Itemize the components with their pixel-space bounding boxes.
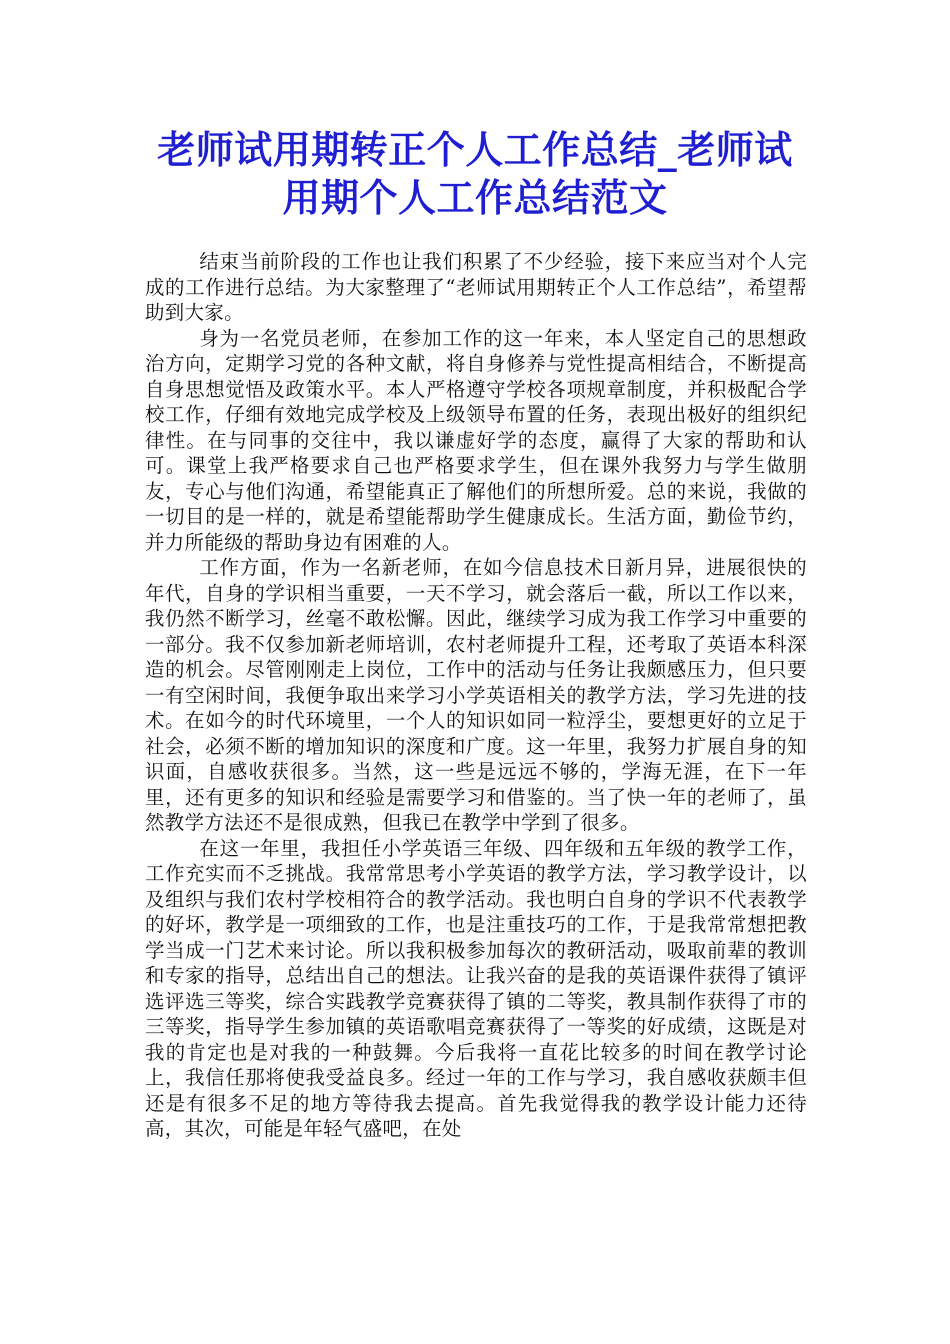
paragraph-2: 身为一名党员老师，在参加工作的这一年来，本人坚定自己的思想政治方向，定期学习党的各种文献，将自身修养与党性提高相结合，不断提高自身思想觉悟及政策水平。本人严格遵守学校各项规章制度，并积极配合学校工作，仔细有效地完成学校及上级领导布置的任务，表现出极好的组织纪律性。在与同事的交往中，我以谦虚好学的态度，赢得了大家的帮助和认可。课堂上我严格要求自己也严格要求学生，但在课外我努力与学生做朋友，专心与他们沟通，希望能真正了解他们的所想所爱。总的来说，我做的一切目的是一样的，就是希望能帮助学生健康成长。生活方面，勤俭节约，并力所能级的帮助身边有困难的人。: [145, 326, 807, 554]
paragraph-1: 结束当前阶段的工作也让我们积累了不少经验，接下来应当对个人完成的工作进行总结。为大家整理了“老师试用期转正个人工作总结”，希望帮助到大家。: [145, 250, 807, 324]
document-title: 老师试用期转正个人工作总结_老师试用期个人工作总结范文: [157, 127, 793, 220]
document-body: [145, 249, 807, 1142]
paragraph-4: 在这一年里，我担任小学英语三年级、四年级和五年级的教学工作，工作充实而不乏挑战。我常常思考小学英语的教学方法，学习教学设计，以及组织与我们农村学校相符合的教学活动。我也明白自身的学识不代表教学的好坏，教学是一项细致的工作，也是注重技巧的工作，于是我常常想把教学当成一门艺术来讨论。所以我积极参加每次的教研活动，吸取前辈的教训和专家的指导，总结出自己的想法。让我兴奋的是我的英语课件获得了镇评选评选三等奖，综合实践教学竞赛获得了镇的二等奖，教具制作获得了市的三等奖，指导学生参加镇的英语歌唱竞赛获得了一等奖的好成绩，这既是对我的肯定也是对我的一种鼓舞。今后我将一直花比较多的时间在教学讨论上，我信任那将使我受益良多。经过一年的工作与学习，我自感收获颇丰但还是有很多不足的地方等待我去提高。首先我觉得我的教学设计能力还待高，其次，可能是年轻气盛吧，在处: [145, 836, 807, 1140]
paragraph-3: 工作方面，作为一名新老师，在如今信息技术日新月异，进展很快的年代，自身的学识相当重要，一天不学习，就会落后一截，所以工作以来，我仍然不断学习，丝毫不敢松懈。因此，继续学习成为我工作学习中重要的一部分。我不仅参加新老师培训，农村老师提升工程，还考取了英语本科深造的机会。尽管刚刚走上岗位，工作中的活动与任务让我颇感压力，但只要一有空闲时间，我便争取出来学习小学英语相关的教学方法，学习先进的技术。在如今的时代环境里，一个人的知识如同一粒浮尘，要想更好的立足于社会，必须不断的增加知识的深度和广度。这一年里，我努力扩展自身的知识面，自感收获很多。当然，这一些是远远不够的，学海无涯，在下一年里，还有更多的知识和经验是需要学习和借鉴的。当了快一年的老师了，虽然教学方法还不是很成熟，但我已在教学中学到了很多。: [145, 556, 807, 834]
